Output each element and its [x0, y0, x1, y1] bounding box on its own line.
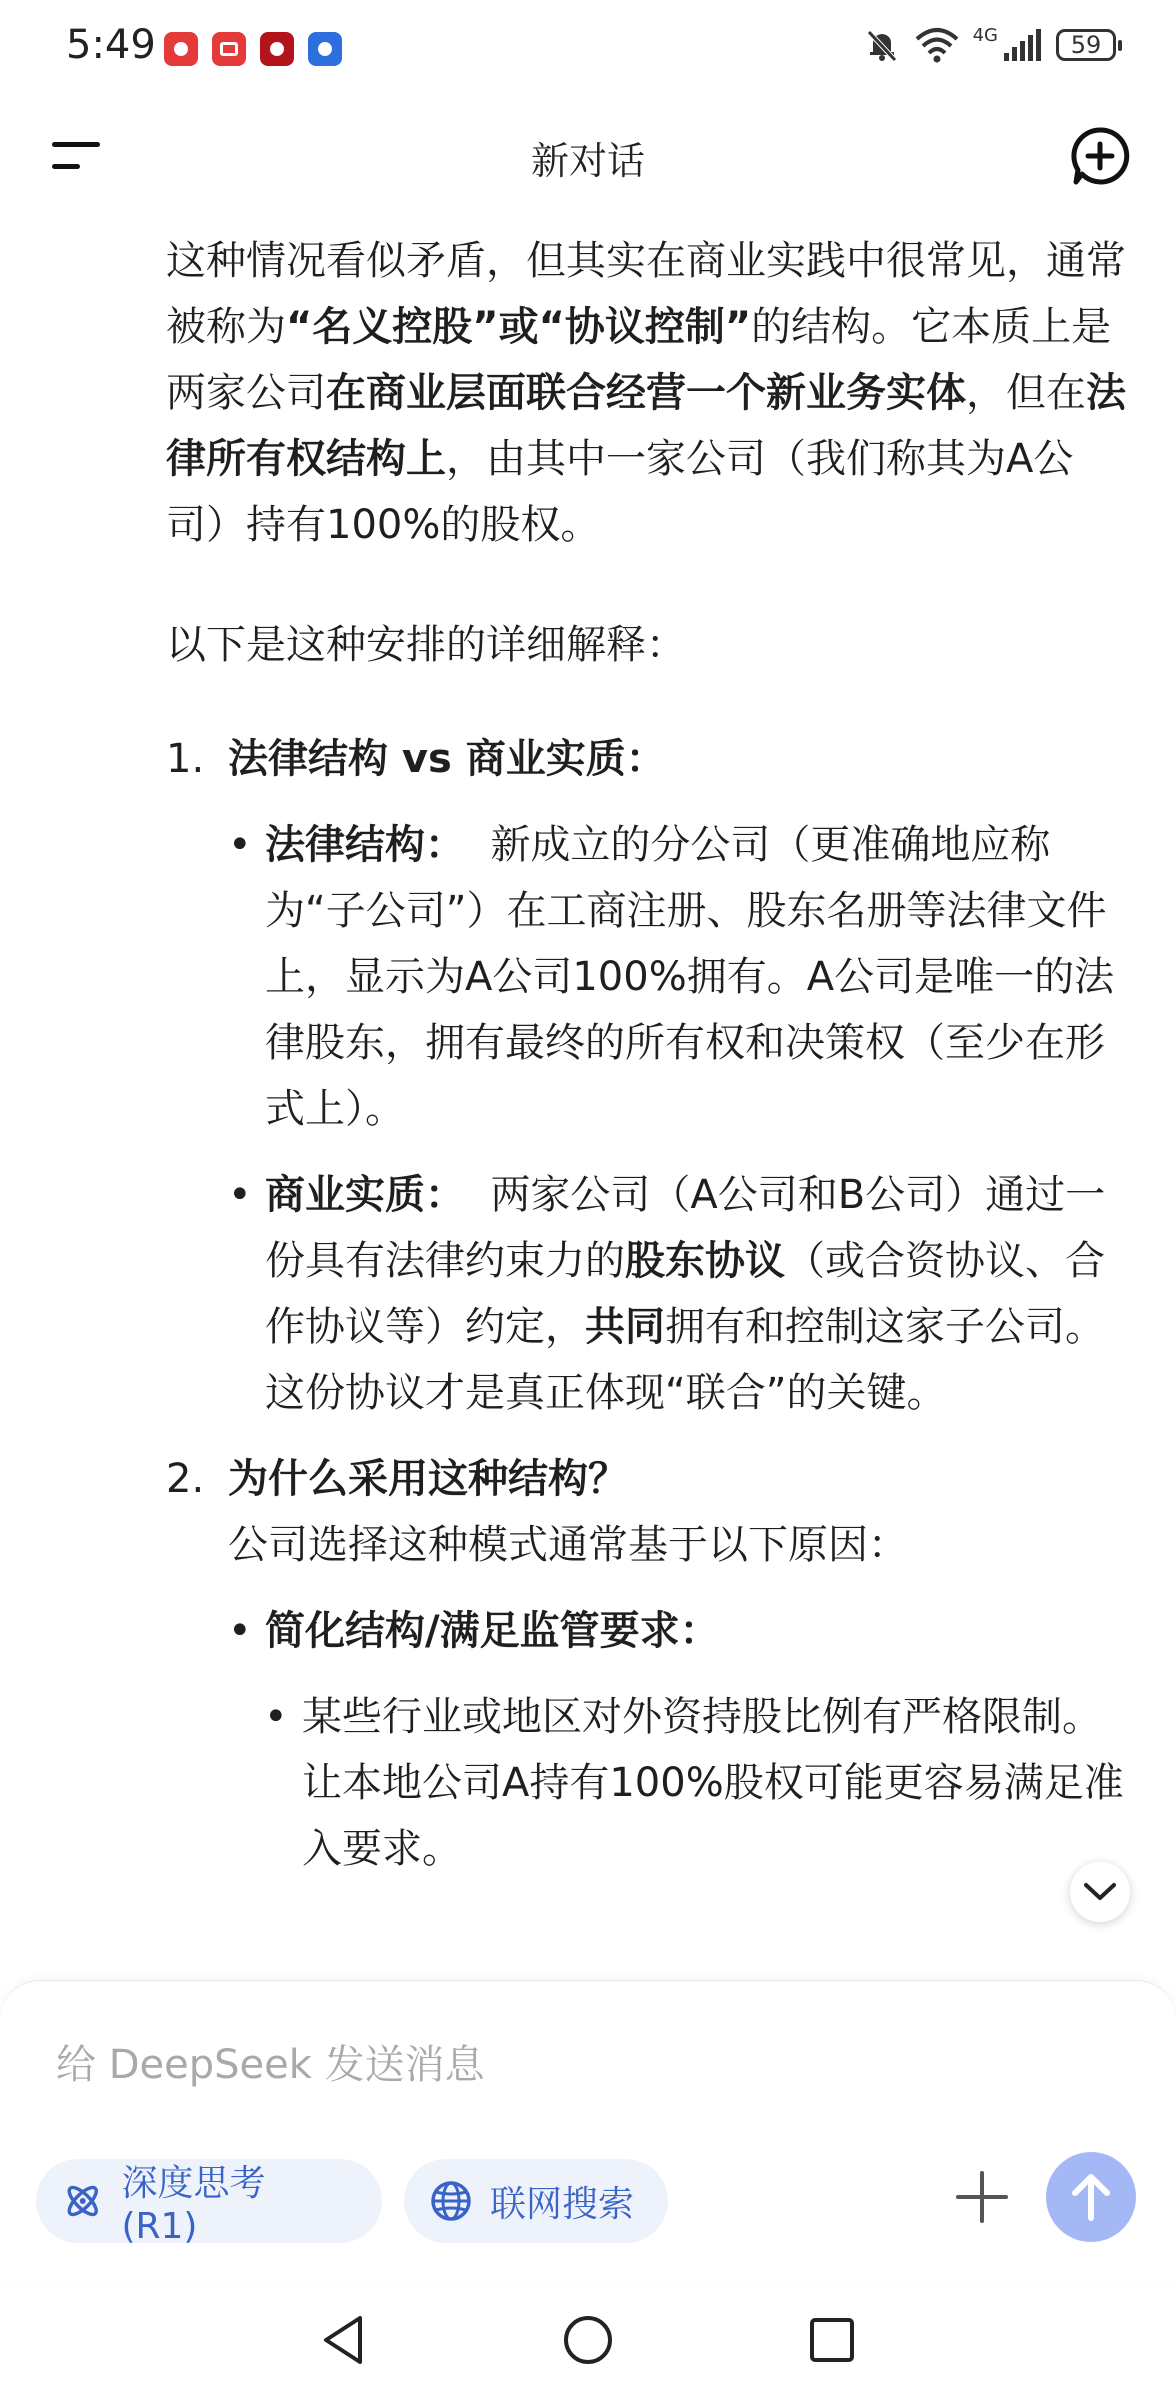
status-bar [0, 0, 1176, 100]
system-icons [863, 26, 1116, 64]
bullet-item [228, 1598, 1132, 1664]
bold-text: 股东协议 [625, 1238, 785, 1284]
bold-text: 共同 [585, 1304, 665, 1350]
bullet-text: 新成立的分公司（更准确地应称为“子公司”）在工商注册、股东名册等法律文件上，显示为A公司100%拥有。A公司是唯一的法律股东，拥有最终的所有权和决策权（至少在形式上）。 [265, 822, 1115, 1132]
bullet-item [228, 1162, 1132, 1426]
text: 的结构。它本质上是两家公司 [166, 304, 1112, 416]
status-time: 5:49 [66, 22, 156, 68]
web-search-label: 联网搜索 [490, 2183, 635, 2225]
page-title: 新对话 [530, 139, 645, 183]
text: 拥有和控制这家子公司。这份协议才是真正体现“联合”的关键。 [265, 1304, 1105, 1416]
atom-icon [62, 2180, 103, 2222]
back-icon[interactable] [320, 2314, 366, 2366]
deep-think-button[interactable] [36, 2159, 382, 2247]
bullet-label: 简化结构/满足监管要求： [265, 1608, 720, 1654]
network-type: 4G [972, 24, 998, 46]
message-input[interactable]: 给 DeepSeek 发送消息 [56, 2042, 485, 2088]
globe-icon [430, 2180, 472, 2222]
home-icon[interactable] [562, 2314, 614, 2366]
signal-icon [1002, 27, 1042, 63]
text: （或合资协议、合作协议等）约定， [265, 1238, 1105, 1350]
text: ，但在 [966, 370, 1086, 416]
send-button[interactable] [1046, 2152, 1136, 2242]
mute-bell-icon [863, 26, 901, 64]
list-item-title: 为什么采用这种结构？ [228, 1456, 628, 1502]
bold-text: 在商业层面联合经营一个新业务实体 [326, 370, 966, 416]
recent-apps-icon[interactable] [808, 2316, 856, 2364]
assistant-message [166, 228, 1132, 1978]
message-app-icon [212, 32, 246, 66]
notification-icons [164, 32, 342, 66]
list-item [166, 726, 1132, 1426]
bullet-item [228, 812, 1132, 1142]
bold-text: “名义控股”或“协议控制” [286, 304, 752, 350]
list-item-title: 法律结构 vs 商业实质： [228, 736, 666, 782]
list-item-desc: 公司选择这种模式通常基于以下原因： [228, 1522, 908, 1568]
text: 这种情况看似矛盾，但其实在商业实践中很常见，通常被称为 [166, 238, 1126, 350]
text: ，由其中一家公司（我们称其为A公司）持有100%的股权。 [166, 436, 1074, 548]
huawei-app-icon [164, 32, 198, 66]
bullet-label: 商业实质： [265, 1172, 465, 1218]
chevron-down-icon [1083, 1882, 1117, 1902]
deep-think-label: 深度思考 (R1) [121, 2163, 266, 2247]
navigation-bar [0, 2280, 1176, 2400]
plus-icon[interactable] [952, 2167, 1012, 2227]
wifi-icon [915, 27, 959, 63]
study-app-icon [260, 32, 294, 66]
list-number: 1. [166, 736, 205, 782]
new-chat-icon[interactable] [1070, 126, 1130, 186]
text: 两家公司（A公司和B公司）通过一份具有法律约束力的 [265, 1172, 1106, 1284]
bullet-label: 法律结构： [265, 822, 465, 868]
battery-icon [1056, 29, 1116, 61]
scroll-to-bottom-button[interactable] [1070, 1862, 1130, 1922]
intro-paragraph [166, 228, 1132, 558]
battery-level: 59 [1070, 31, 1102, 59]
web-search-button[interactable] [404, 2159, 668, 2243]
list-item [166, 1446, 1132, 1882]
composer [0, 1980, 1176, 2281]
lead-paragraph: 以下是这种安排的详细解释： [166, 622, 686, 668]
browser-app-icon [308, 32, 342, 66]
list-number: 2. [166, 1456, 205, 1502]
header [0, 100, 1176, 210]
sub-bullet-item: • 某些行业或地区对外资持股比例有严格限制。让本地公司A持有100%股权可能更容易满足准入要求。 [264, 1684, 1132, 1882]
bold-text: 法律所有权结构上 [166, 370, 1126, 482]
